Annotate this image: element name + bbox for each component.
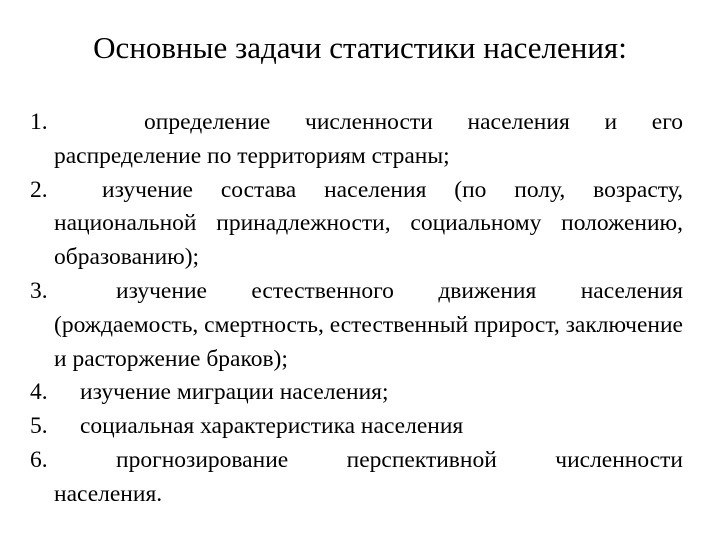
item-number: 1.: [30, 109, 48, 135]
item-text: изучение миграции населения;: [80, 379, 389, 406]
item-number: 3.: [30, 277, 48, 304]
item-text: определение численности населения и его распределение по территориям страны;: [54, 109, 683, 169]
slide-title: Основные задачи статистики населения:: [93, 30, 627, 65]
item-number: 4.: [30, 379, 48, 406]
list-item: [30, 275, 683, 376]
item-text: изучение состава населения (по полу, возрасту, национальной принадлежности, социальному положению, образованию);: [54, 176, 683, 271]
item-text: изучение естественного движения населения (рождаемость, смертность, естественный прирост, заключение и расторжение браков);: [54, 277, 683, 372]
item-number: 6.: [30, 446, 48, 473]
list-item: [30, 174, 683, 275]
list-item: [30, 376, 683, 410]
item-text: социальная характеристика населения: [80, 413, 464, 440]
item-number: 2.: [30, 176, 48, 203]
item-number: 5.: [30, 413, 48, 440]
list-item: [30, 106, 683, 174]
list-item: [30, 444, 683, 512]
tasks-list: [30, 106, 683, 512]
item-text: прогнозирование перспективной численности населения.: [54, 446, 683, 507]
list-item: [30, 410, 683, 444]
